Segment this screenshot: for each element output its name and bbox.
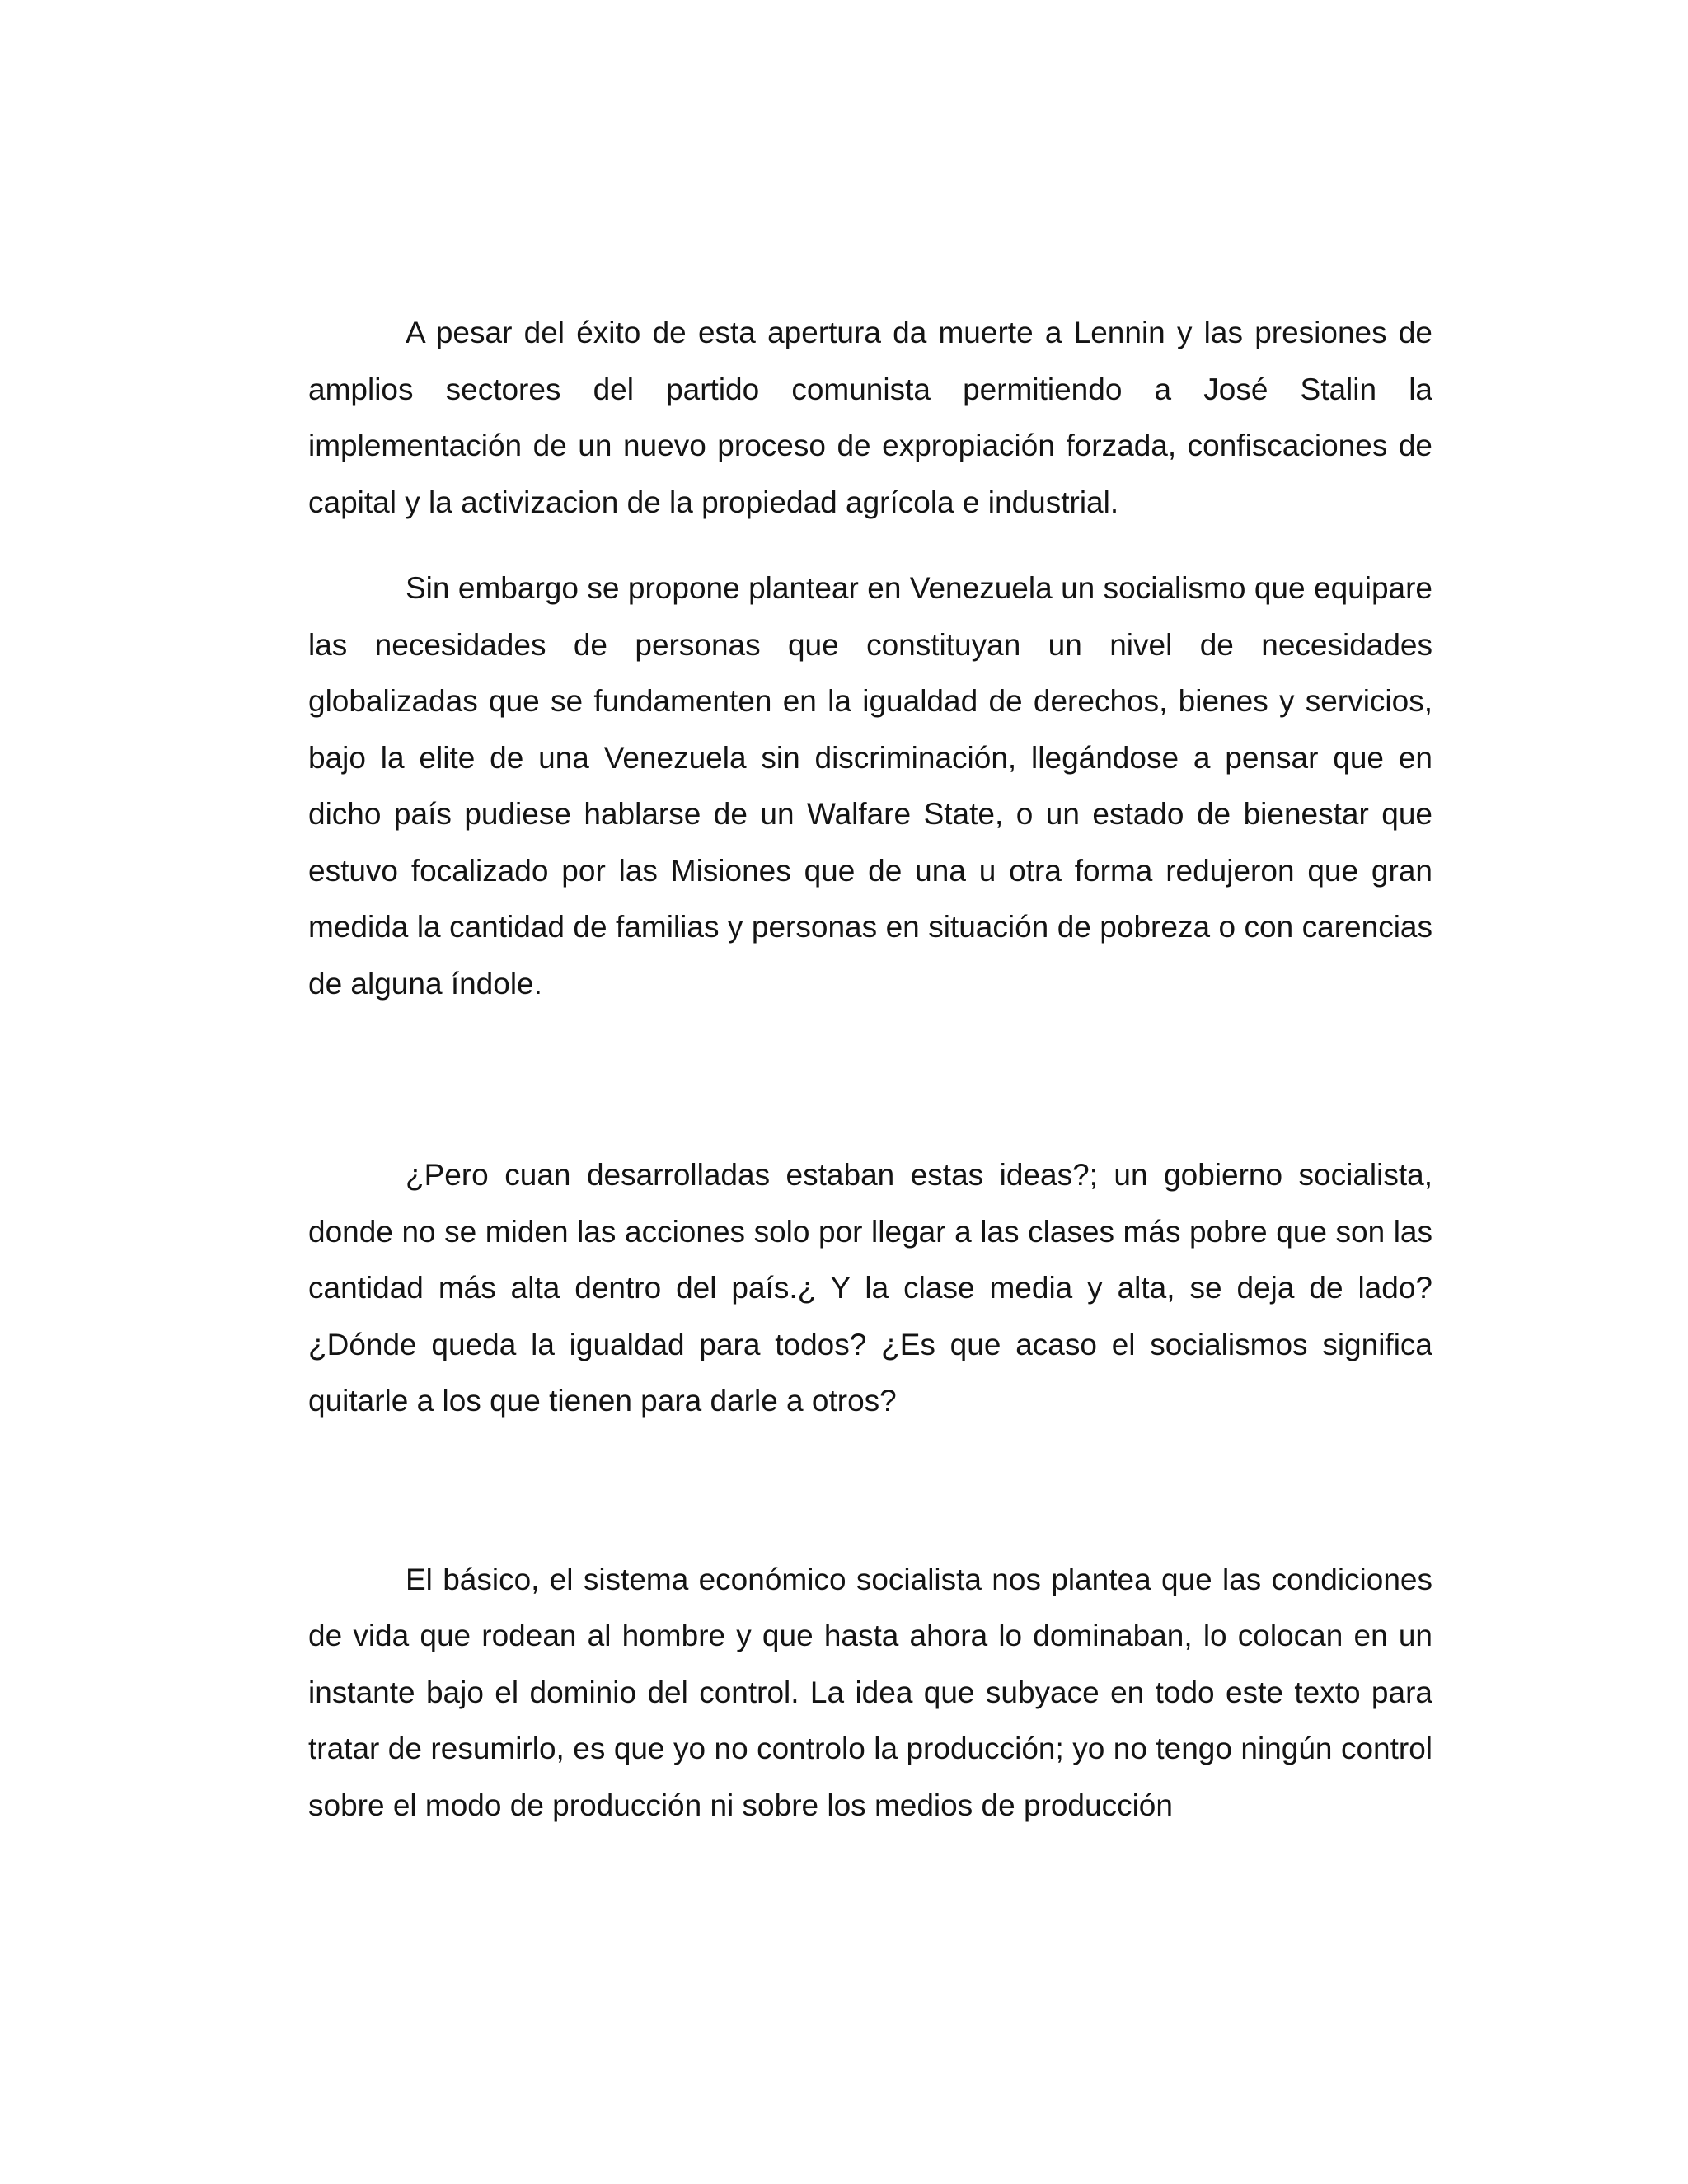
- paragraph-venezuela-socialism: Sin embargo se propone plantear en Venezuela un socialismo que equipare las necesidades de personas que constituyan un nivel de necesidades globalizadas que se fundamenten en la igualdad de derechos, bienes y servicios, bajo la elite de una Venezuela sin discriminación, llegándose a pensar que en dicho país pudiese hablarse de un Walfare State, o un estado de bienestar que estuvo focalizado por las Misiones que de una u otra forma redujeron que gran medida la cantidad de familias y personas en situación de pobreza o con carencias de alguna índole.: [308, 571, 1432, 1001]
- document-body: [308, 305, 1432, 1834]
- paragraph-stalin-expropriation: A pesar del éxito de esta apertura da muerte a Lennin y las presiones de amplios sectores del partido comunista permitiendo a José Stalin la implementación de un nuevo proceso de expropiación forzada, confiscaciones de capital y la activizacion de la propiedad agrícola e industrial.: [308, 316, 1432, 519]
- paragraph-economic-system: El básico, el sistema económico socialista nos plantea que las condiciones de vida que rodean al hombre y que hasta ahora lo dominaban, lo colocan en un instante bajo el dominio del control. La idea que subyace en todo este texto para tratar de resumirlo, es que yo no controlo la producción; yo no tengo ningún control sobre el modo de producción ni sobre los medios de producción: [308, 1562, 1432, 1822]
- paragraph-questions: ¿Pero cuan desarrolladas estaban estas ideas?; un gobierno socialista, donde no se miden las acciones solo por llegar a las clases más pobre que son las cantidad más alta dentro del país.¿ Y la clase media y alta, se deja de lado? ¿Dónde queda la igualdad para todos? ¿Es que acaso el socialismos significa quitarle a los que tienen para darle a otros?: [308, 1158, 1432, 1418]
